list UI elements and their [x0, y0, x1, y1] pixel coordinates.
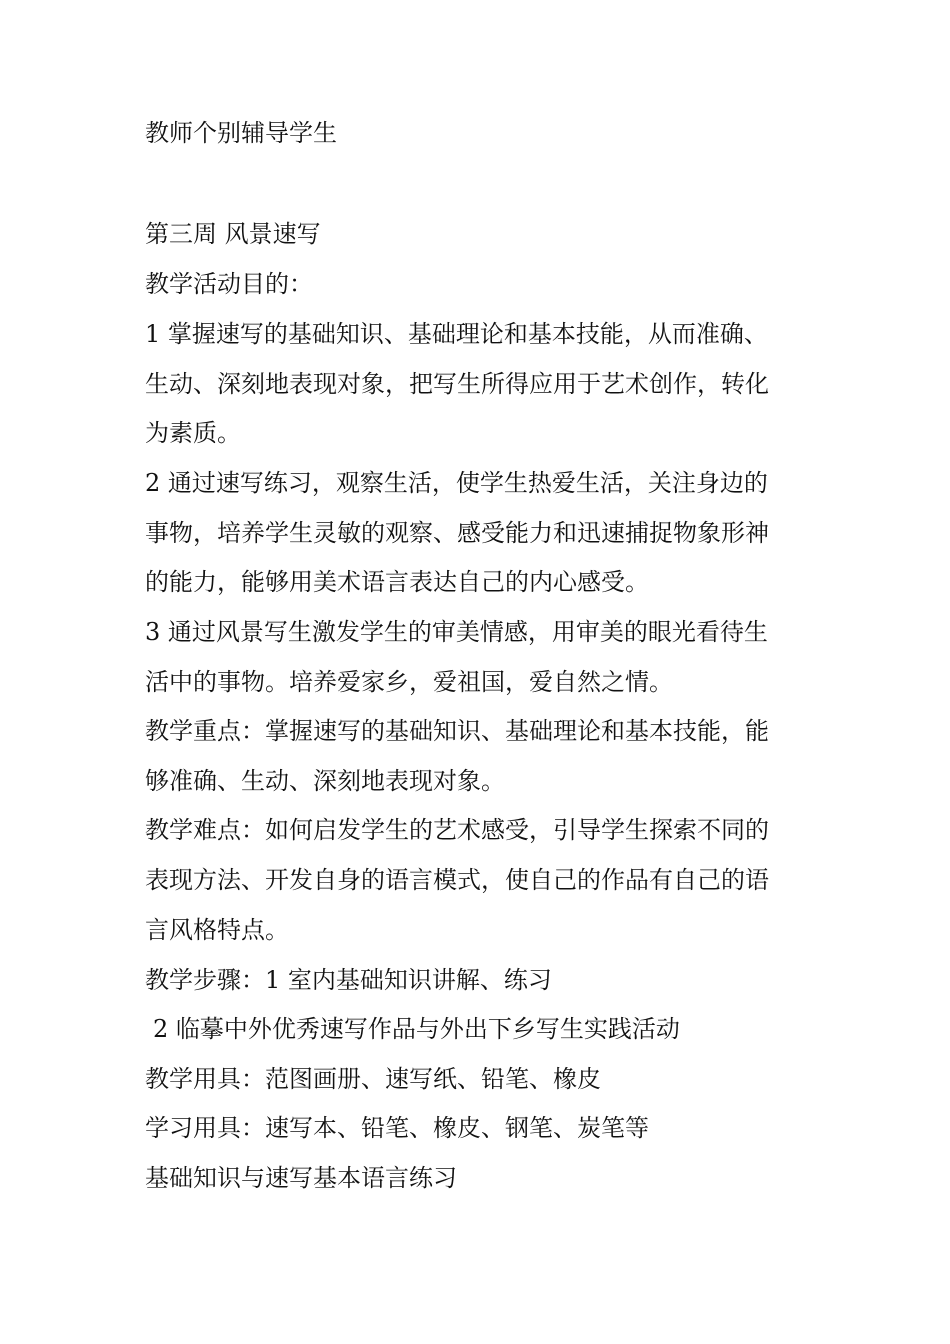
key-points-line-1: 教学重点：掌握速写的基础知识、基础理论和基本技能，能 — [145, 717, 769, 745]
objective-2-line-2: 事物，培养学生灵敏的观察、感受能力和迅速捕捉物象形神 — [145, 519, 769, 547]
teaching-tools: 教学用具：范图画册、速写纸、铅笔、橡皮 — [145, 1065, 601, 1093]
objective-1-line-1: 1 掌握速写的基础知识、基础理论和基本技能，从而准确、 — [145, 320, 768, 348]
objective-2-line-3: 的能力，能够用美术语言表达自己的内心感受。 — [145, 568, 649, 596]
learning-tools: 学习用具：速写本、铅笔、橡皮、钢笔、炭笔等 — [145, 1114, 649, 1142]
objectives-label: 教学活动目的： — [145, 270, 313, 298]
key-points-line-2: 够准确、生动、深刻地表现对象。 — [145, 767, 505, 795]
section-subheading: 基础知识与速写基本语言练习 — [145, 1164, 457, 1192]
objective-1-line-3: 为素质。 — [145, 419, 241, 447]
objective-2-line-1: 2 通过速写练习，观察生活，使学生热爱生活，关注身边的 — [145, 469, 768, 497]
objective-3-line-2: 活中的事物。培养爱家乡，爱祖国，爱自然之情。 — [145, 668, 673, 696]
teaching-steps-line-1: 教学步骤：1 室内基础知识讲解、练习 — [145, 966, 552, 994]
section-note: 教师个别辅导学生 — [145, 119, 337, 147]
difficulties-line-3: 言风格特点。 — [145, 916, 289, 944]
difficulties-line-2: 表现方法、开发自身的语言模式，使自己的作品有自己的语 — [145, 866, 769, 894]
objective-3-line-1: 3 通过风景写生激发学生的审美情感，用审美的眼光看待生 — [145, 618, 768, 646]
objective-1-line-2: 生动、深刻地表现对象，把写生所得应用于艺术创作，转化 — [145, 370, 769, 398]
week-heading: 第三周 风景速写 — [145, 220, 321, 248]
difficulties-line-1: 教学难点：如何启发学生的艺术感受，引导学生探索不同的 — [145, 816, 769, 844]
teaching-steps-line-2: 2 临摹中外优秀速写作品与外出下乡写生实践活动 — [153, 1015, 680, 1043]
